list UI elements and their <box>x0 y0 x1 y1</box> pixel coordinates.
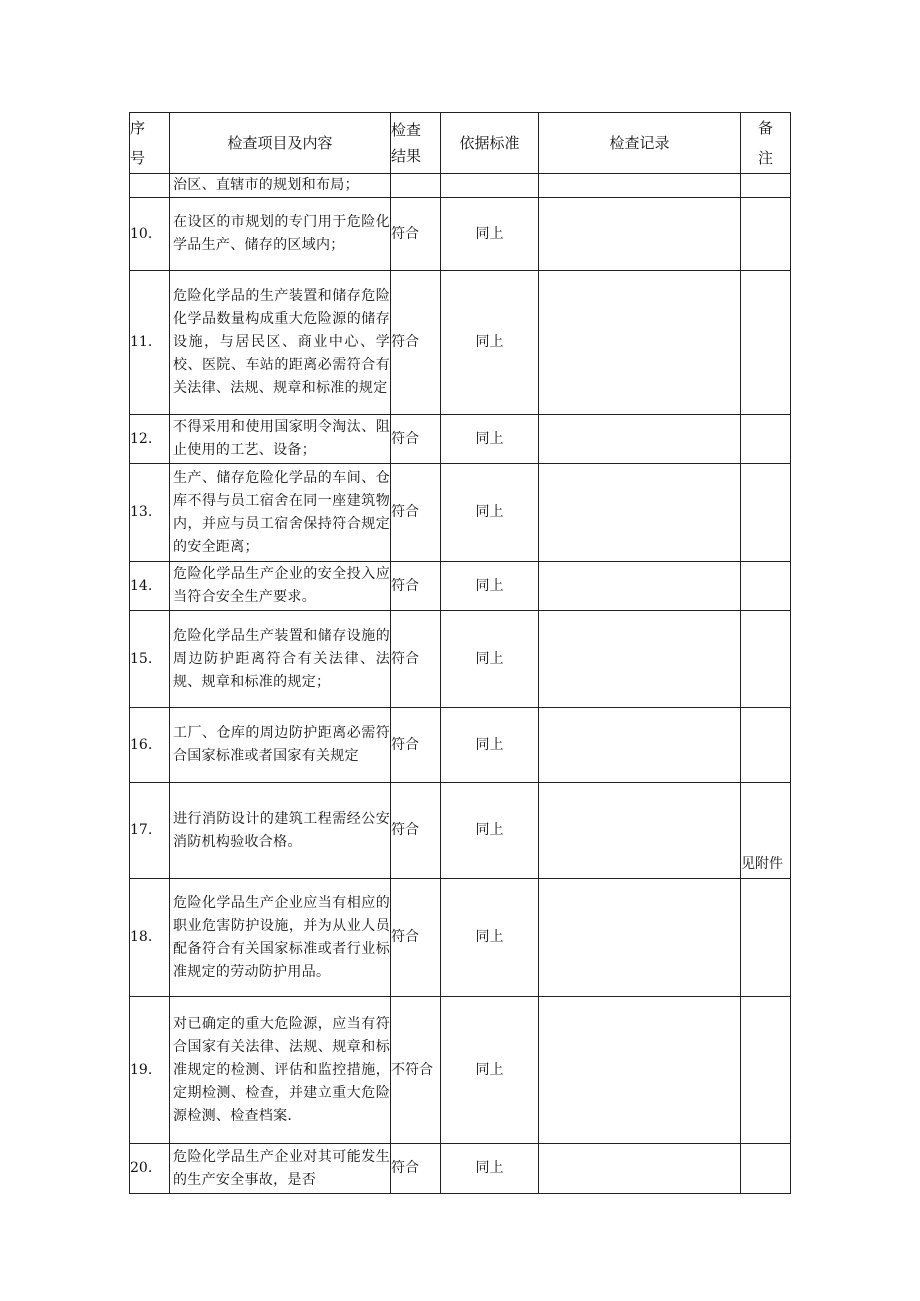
row-result: 不符合 <box>391 997 441 1144</box>
row-record <box>539 997 741 1144</box>
row-record <box>539 198 741 271</box>
row-result: 符合 <box>391 879 441 997</box>
row-result: 符合 <box>391 611 441 708</box>
table-row <box>130 562 791 611</box>
row-no <box>130 174 170 198</box>
row-content: 危险化学品生产装置和储存设施的周边防护距离符合有关法律、法规、规章和标准的规定； <box>170 611 391 708</box>
row-note: 见附件 <box>741 783 791 879</box>
row-result <box>391 174 441 198</box>
row-record <box>539 415 741 464</box>
table-row <box>130 879 791 997</box>
row-record <box>539 1144 741 1194</box>
row-content: 在设区的市规划的专门用于危险化学品生产、储存的区域内； <box>170 198 391 271</box>
row-result: 符合 <box>391 708 441 783</box>
header-note: 备 注 <box>741 113 791 174</box>
row-record <box>539 879 741 997</box>
row-content: 进行消防设计的建筑工程需经公安消防机构验收合格。 <box>170 783 391 879</box>
row-record <box>539 611 741 708</box>
row-note <box>741 198 791 271</box>
header-content: 检查项目及内容 <box>170 113 391 174</box>
row-no: 15. <box>130 611 170 708</box>
row-basis: 同上 <box>441 562 539 611</box>
table-row <box>130 415 791 464</box>
table-row <box>130 271 791 415</box>
row-basis: 同上 <box>441 997 539 1144</box>
row-record <box>539 783 741 879</box>
row-note <box>741 611 791 708</box>
row-result: 符合 <box>391 1144 441 1194</box>
row-no: 19. <box>130 997 170 1144</box>
row-no: 10. <box>130 198 170 271</box>
row-record <box>539 271 741 415</box>
row-result: 符合 <box>391 415 441 464</box>
row-record <box>539 562 741 611</box>
row-basis: 同上 <box>441 783 539 879</box>
row-no: 16. <box>130 708 170 783</box>
row-no: 17. <box>130 783 170 879</box>
row-content: 治区、直辖市的规划和布局； <box>170 174 391 198</box>
table-row <box>130 174 791 198</box>
row-result: 符合 <box>391 464 441 562</box>
header-row <box>130 113 791 174</box>
row-basis: 同上 <box>441 415 539 464</box>
inspection-table <box>129 112 791 1194</box>
table-row <box>130 1144 791 1194</box>
row-note <box>741 879 791 997</box>
header-basis: 依据标准 <box>441 113 539 174</box>
row-note <box>741 415 791 464</box>
row-no: 14. <box>130 562 170 611</box>
row-note <box>741 562 791 611</box>
row-record <box>539 174 741 198</box>
row-content: 危险化学品的生产装置和储存危险化学品数量构成重大危险源的储存设施，与居民区、商业中心、学校、医院、车站的距离必需符合有关法律、法规、规章和标准的规定 <box>170 271 391 415</box>
row-no: 18. <box>130 879 170 997</box>
row-result: 符合 <box>391 783 441 879</box>
row-content: 危险化学品生产企业应当有相应的职业危害防护设施，并为从业人员配备符合有关国家标准或者行业标准规定的劳动防护用品。 <box>170 879 391 997</box>
row-content: 对已确定的重大危险源，应当有符合国家有关法律、法规、规章和标准规定的检测、评估和监控措施，定期检测、检查，并建立重大危险源检测、检查档案. <box>170 997 391 1144</box>
row-content: 生产、储存危险化学品的车间、仓库不得与员工宿舍在同一座建筑物内，并应与员工宿舍保持符合规定的安全距离； <box>170 464 391 562</box>
table-row <box>130 198 791 271</box>
row-no: 20. <box>130 1144 170 1194</box>
row-basis: 同上 <box>441 611 539 708</box>
row-basis: 同上 <box>441 879 539 997</box>
row-content: 危险化学品生产企业对其可能发生的生产安全事故，是否 <box>170 1144 391 1194</box>
row-no: 12. <box>130 415 170 464</box>
table-row <box>130 783 791 879</box>
row-no: 13. <box>130 464 170 562</box>
row-content: 工厂、仓库的周边防护距离必需符合国家标准或者国家有关规定 <box>170 708 391 783</box>
header-record: 检查记录 <box>539 113 741 174</box>
row-basis <box>441 174 539 198</box>
row-note <box>741 997 791 1144</box>
row-result: 符合 <box>391 198 441 271</box>
row-record <box>539 464 741 562</box>
row-basis: 同上 <box>441 708 539 783</box>
table-row <box>130 997 791 1144</box>
table-row <box>130 708 791 783</box>
row-result: 符合 <box>391 271 441 415</box>
row-note <box>741 271 791 415</box>
table-row <box>130 464 791 562</box>
row-basis: 同上 <box>441 198 539 271</box>
header-no: 序 号 <box>130 113 170 174</box>
row-record <box>539 708 741 783</box>
row-note <box>741 174 791 198</box>
row-basis: 同上 <box>441 464 539 562</box>
header-result: 检查 结果 <box>391 113 441 174</box>
row-content: 危险化学品生产企业的安全投入应当符合安全生产要求。 <box>170 562 391 611</box>
row-note <box>741 708 791 783</box>
row-note <box>741 1144 791 1194</box>
row-no: 11. <box>130 271 170 415</box>
row-basis: 同上 <box>441 271 539 415</box>
row-note <box>741 464 791 562</box>
row-result: 符合 <box>391 562 441 611</box>
table-row <box>130 611 791 708</box>
row-basis: 同上 <box>441 1144 539 1194</box>
row-content: 不得采用和使用国家明令淘汰、阻止使用的工艺、设备； <box>170 415 391 464</box>
